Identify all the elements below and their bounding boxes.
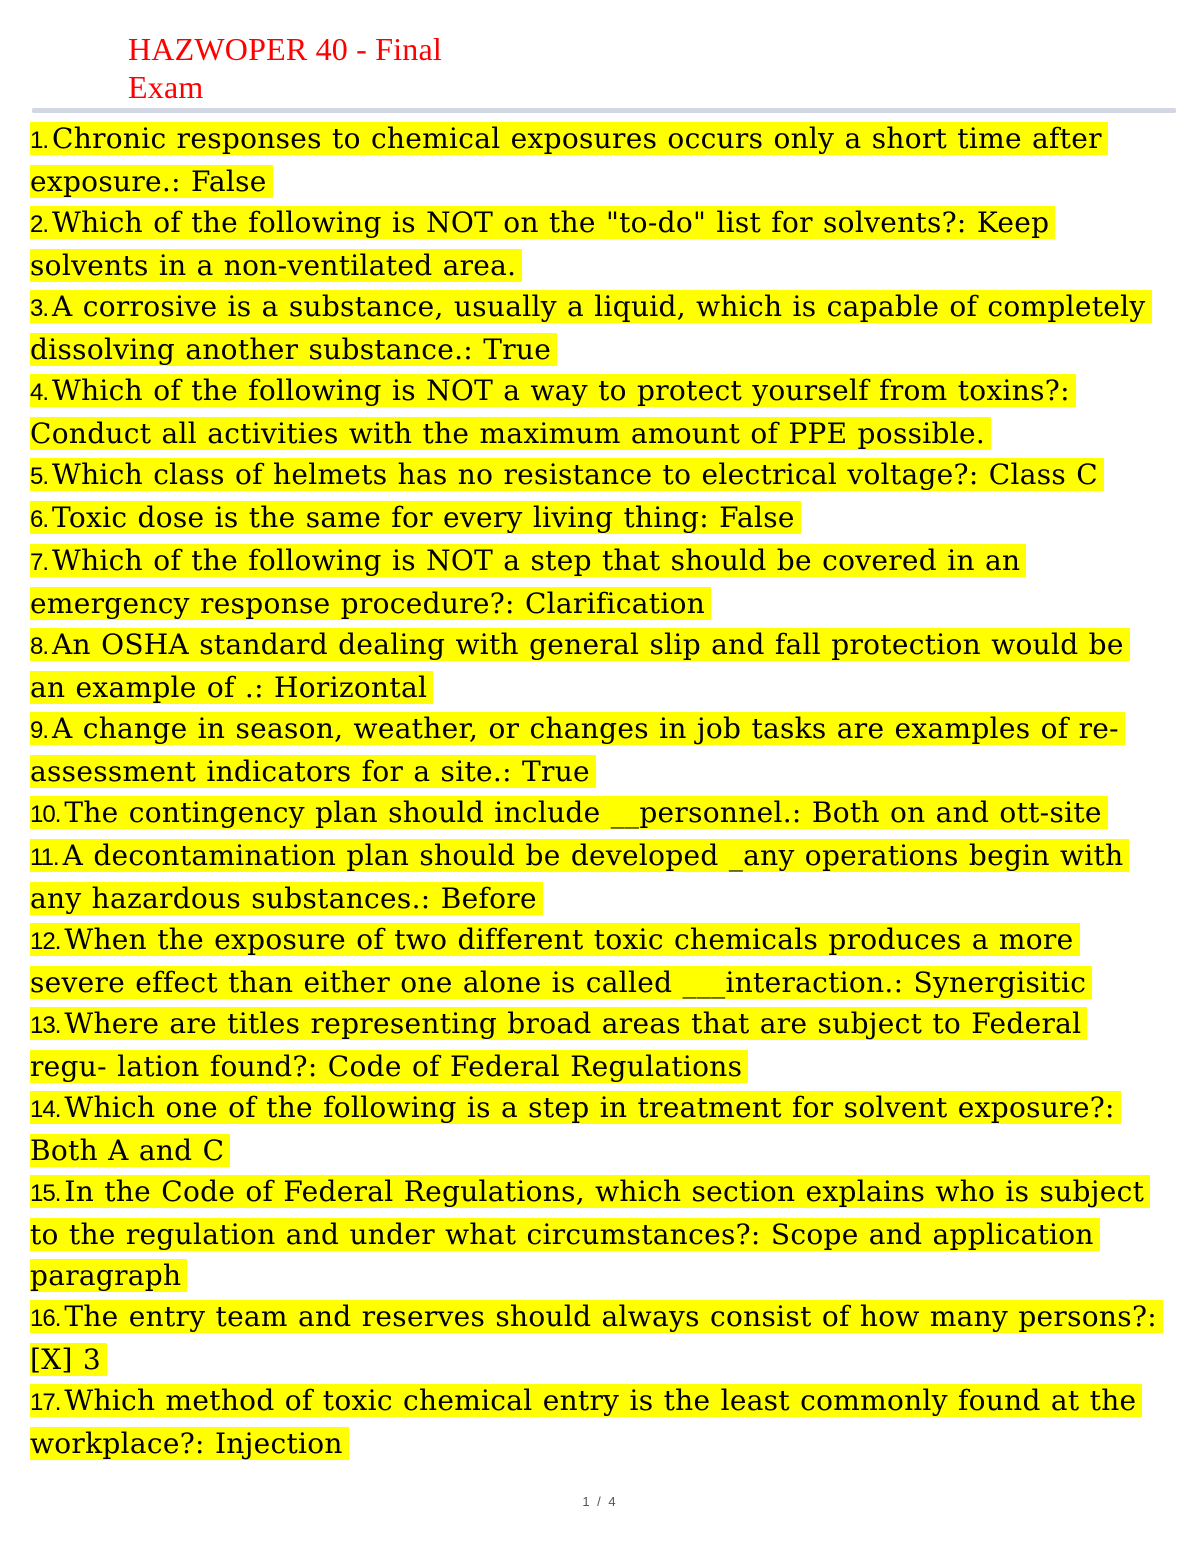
question-text: When the exposure of two different toxic chemicals produces a more severe effect than either one alone is called ___interaction.: Synergisitic	[30, 923, 1087, 999]
question-item-1	[30, 118, 1165, 202]
question-item-2	[30, 202, 1165, 286]
question-text: Which of the following is NOT on the "to-do" list for solvents?: Keep solvents in a non-ventilated area.	[30, 206, 1050, 282]
highlighted-text	[30, 1007, 1087, 1083]
page-number: 1 / 4	[582, 1494, 618, 1509]
highlighted-text	[30, 374, 1076, 450]
question-number: 12.	[30, 928, 61, 955]
question-item-6	[30, 497, 1165, 540]
question-number: 10.	[30, 801, 61, 828]
title-line-2: Exam	[128, 69, 204, 105]
question-item-11	[30, 835, 1165, 919]
question-text: Chronic responses to chemical exposures occurs only a short time after exposure.: False	[30, 122, 1102, 198]
highlighted-text	[30, 796, 1108, 829]
highlighted-text	[30, 290, 1152, 366]
question-number: 6.	[30, 506, 49, 533]
question-item-5	[30, 454, 1165, 497]
question-item-16	[30, 1296, 1165, 1380]
question-item-15	[30, 1171, 1165, 1296]
question-text: In the Code of Federal Regulations, which section explains who is subject to the regulation and under what circumstances?: Scope and application paragraph	[30, 1175, 1145, 1292]
question-number: 9.	[30, 717, 49, 744]
question-item-10	[30, 792, 1165, 835]
highlighted-text	[30, 206, 1055, 282]
question-text: A decontamination plan should be developed _any operations begin with any hazardous substances.: Before	[30, 839, 1124, 915]
question-number: 13.	[30, 1012, 61, 1039]
question-number: 8.	[30, 633, 49, 660]
highlighted-text	[30, 1175, 1150, 1292]
question-number: 5.	[30, 463, 49, 490]
question-text: Which of the following is NOT a way to protect yourself from toxins?: Conduct all activities with the maximum amount of PPE possible.	[30, 374, 1070, 450]
question-number: 16.	[30, 1305, 61, 1332]
question-item-9	[30, 708, 1165, 792]
question-number: 2.	[30, 211, 49, 238]
question-number: 4.	[30, 379, 49, 406]
question-text: A corrosive is a substance, usually a liquid, which is capable of completely dissolving another substance.: True	[30, 290, 1146, 366]
question-number: 17.	[30, 1389, 61, 1416]
highlighted-text	[30, 712, 1125, 788]
highlighted-text	[30, 923, 1092, 999]
question-text: Which one of the following is a step in treatment for solvent exposure?: Both A and C	[30, 1091, 1115, 1167]
question-text: Which of the following is NOT a step that should be covered in an emergency response procedure?: Clarification	[30, 544, 1021, 620]
question-text: Which class of helmets has no resistance to electrical voltage?: Class C	[52, 458, 1099, 491]
highlighted-text	[30, 839, 1129, 915]
highlighted-text	[30, 628, 1130, 704]
question-item-17	[30, 1380, 1165, 1464]
highlighted-text	[30, 1384, 1142, 1460]
highlighted-text	[30, 122, 1108, 198]
document-title	[128, 30, 588, 106]
highlighted-text	[30, 501, 801, 534]
highlighted-text	[30, 1091, 1121, 1167]
question-number: 3.	[30, 295, 49, 322]
question-item-7	[30, 540, 1165, 624]
question-number: 14.	[30, 1096, 61, 1123]
highlighted-text	[30, 544, 1026, 620]
question-list	[30, 118, 1165, 1464]
highlighted-text	[30, 458, 1104, 491]
question-item-13	[30, 1003, 1165, 1087]
title-line-1: HAZWOPER 40 - Final	[128, 31, 443, 67]
question-item-3	[30, 286, 1165, 370]
question-item-12	[30, 919, 1165, 1003]
question-number: 15.	[30, 1180, 61, 1207]
question-text: Which method of toxic chemical entry is the least commonly found at the workplace?: Injection	[30, 1384, 1137, 1460]
question-item-8	[30, 624, 1165, 708]
question-text: Where are titles representing broad areas that are subject to Federal regu- lation found?: Code of Federal Regulations	[30, 1007, 1082, 1083]
question-text: The entry team and reserves should always consist of how many persons?: [X] 3	[30, 1300, 1157, 1376]
question-number: 1.	[30, 127, 49, 154]
question-text: The contingency plan should include __personnel.: Both on and ott-site	[64, 796, 1102, 829]
question-text: An OSHA standard dealing with general slip and fall protection would be an example of .: Horizontal	[30, 628, 1124, 704]
header-divider	[32, 108, 1176, 113]
question-text: A change in season, weather, or changes in job tasks are examples of re- assessment indicators for a site.: True	[30, 712, 1119, 788]
question-number: 7.	[30, 549, 49, 576]
question-item-4	[30, 370, 1165, 454]
question-number: 11.	[30, 844, 59, 871]
question-item-14	[30, 1087, 1165, 1171]
question-text: Toxic dose is the same for every living thing: False	[52, 501, 795, 534]
highlighted-text	[30, 1300, 1163, 1376]
